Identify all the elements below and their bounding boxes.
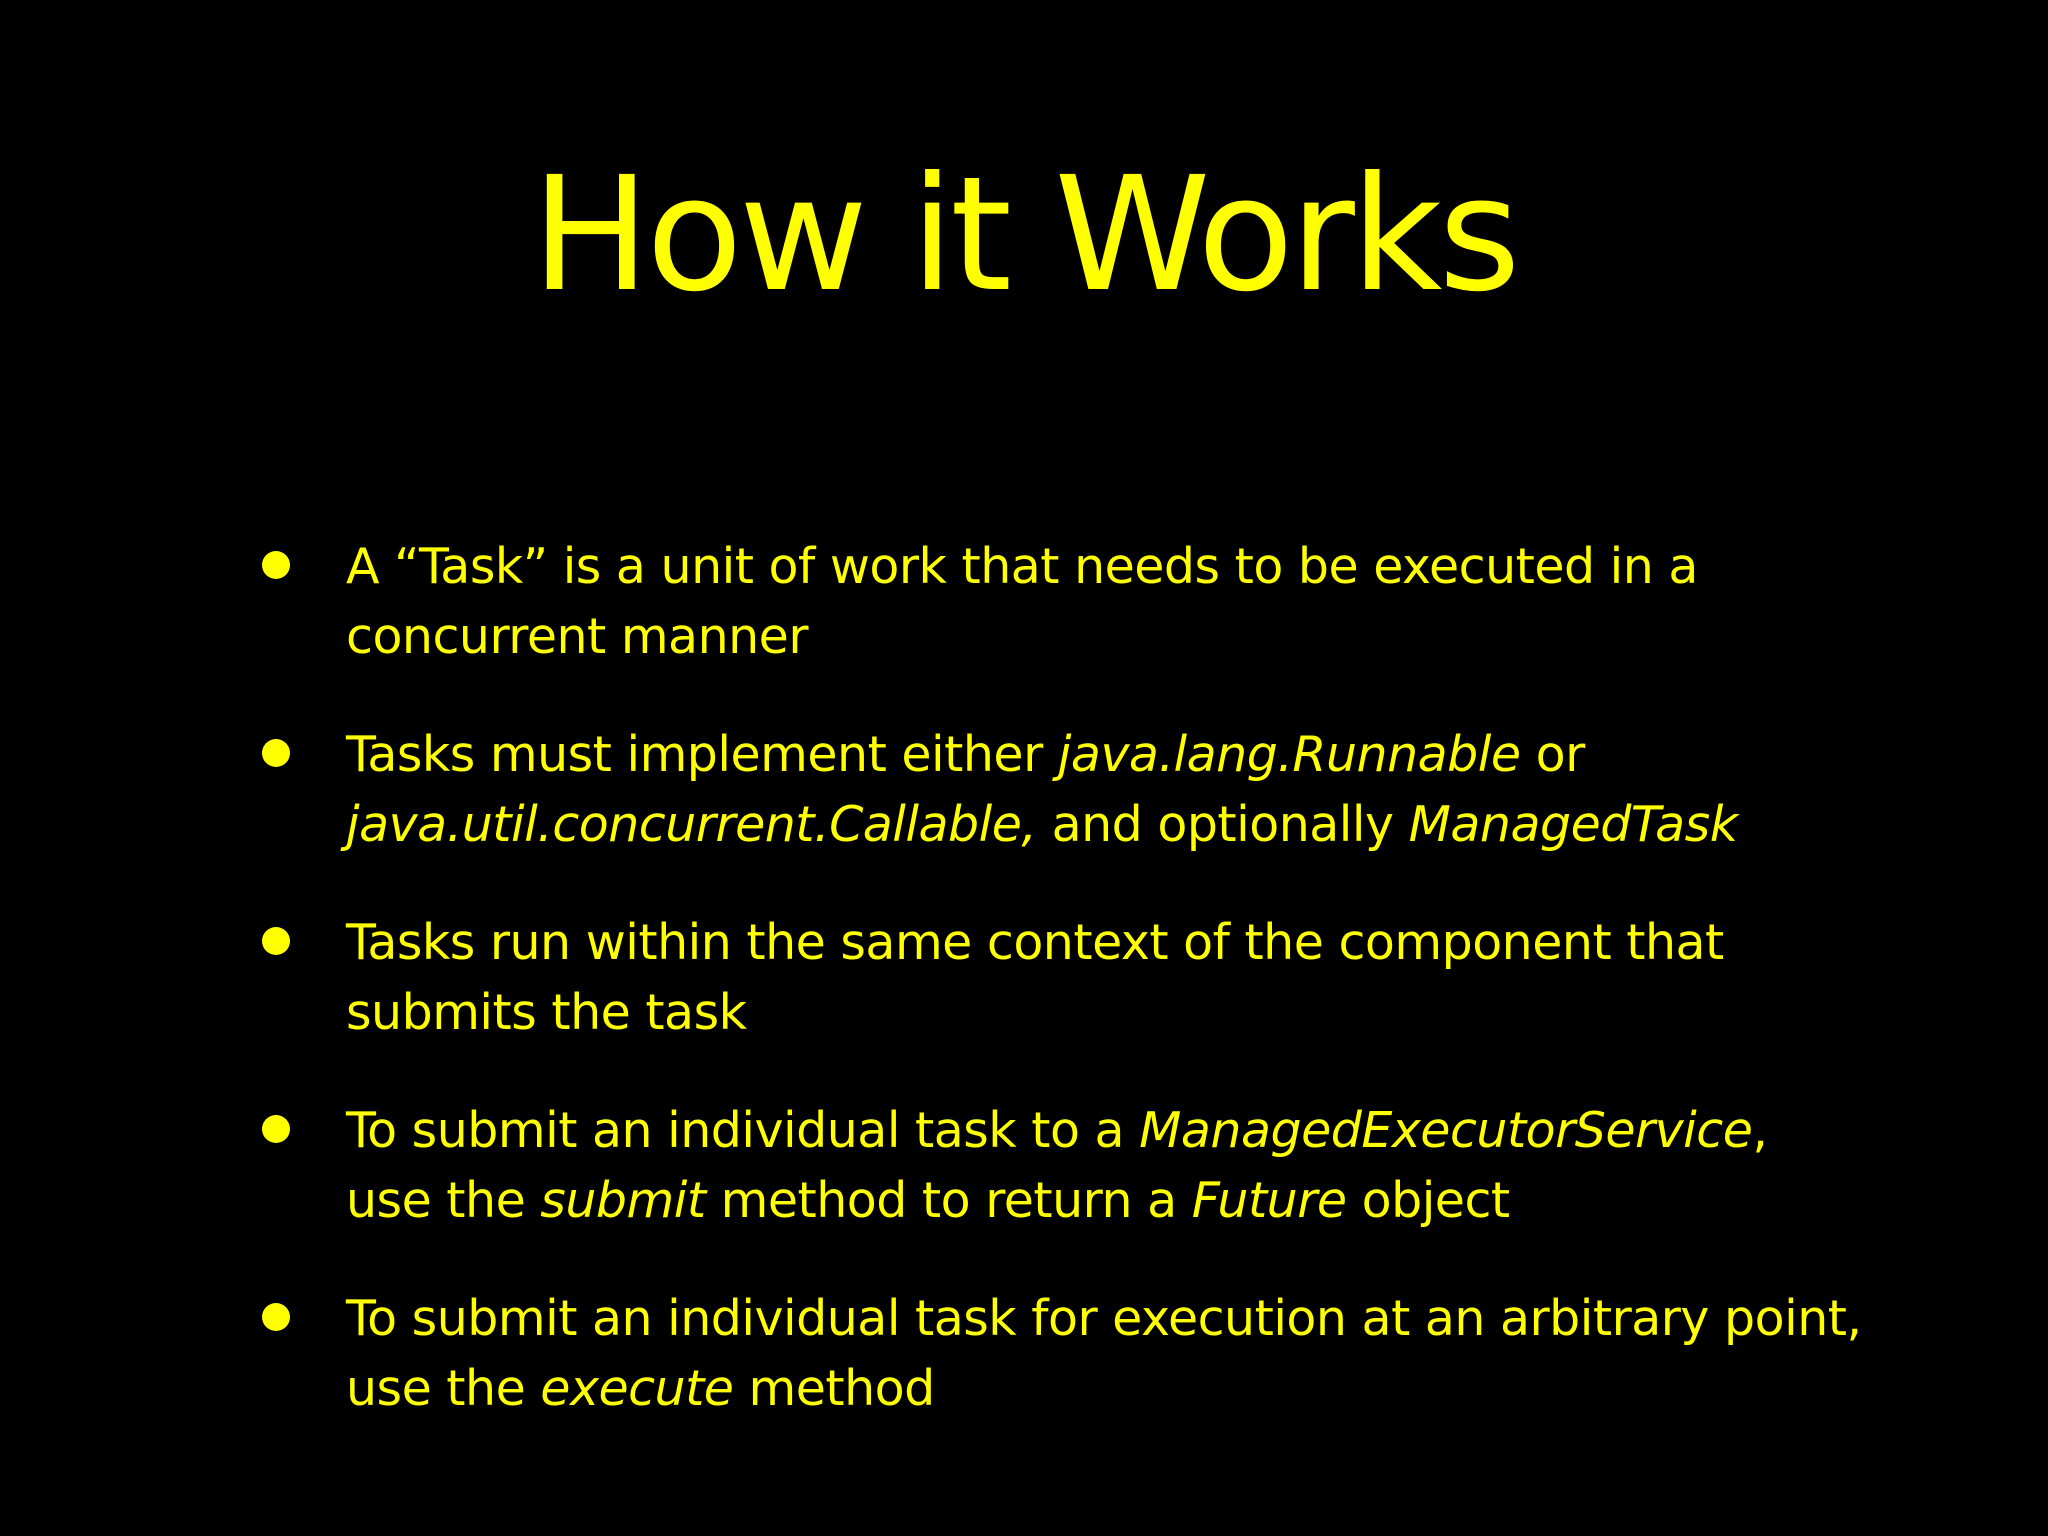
bullet-segment: object [1346,1172,1510,1229]
bullet-segment: and optionally [1036,796,1409,853]
bullet-segment: To submit an individual task for execution at an arbitrary point, use the [346,1290,1862,1417]
bullet-segment-italic: java.lang.Runnable [1057,726,1521,783]
bullet-dot-icon [262,739,290,767]
bullet-dot-icon [262,1303,290,1331]
bullet-segment: method [733,1360,935,1417]
bullet-segment-italic: execute [540,1360,734,1417]
bullet-item [346,1284,1866,1424]
bullet-segment-italic: java.util.concurrent.Callable, [346,796,1037,853]
bullet-segment: Tasks run within the same context of the component that submits the task [346,914,1724,1041]
bullet-text [346,538,1698,665]
bullet-dot-icon [262,551,290,579]
bullet-text [346,1102,1767,1229]
bullet-segment: Tasks must implement either [346,726,1058,783]
bullet-segment: method to return a [705,1172,1192,1229]
bullet-item [346,720,1866,860]
bullet-segment: To submit an individual task to a [346,1102,1140,1159]
bullet-segment: or [1520,726,1585,783]
bullet-text [346,1290,1862,1417]
bullet-dot-icon [262,927,290,955]
bullet-text [346,726,1738,853]
bullet-item [346,1096,1866,1236]
bullet-item [346,532,1866,672]
bullet-segment-italic: ManagedTask [1408,796,1738,853]
bullet-item [346,908,1866,1048]
bullet-list [346,532,1866,1472]
bullet-segment: A “Task” is a unit of work that needs to be executed in a concurrent manner [346,538,1698,665]
slide-title: How it Works [531,143,1517,327]
bullet-dot-icon [262,1115,290,1143]
bullet-segment-italic: submit [540,1172,706,1229]
bullet-segment: , use the [346,1102,1768,1229]
bullet-segment-italic: ManagedExecutorService [1139,1102,1753,1159]
bullet-segment-italic: Future [1191,1172,1347,1229]
bullet-text [346,914,1724,1041]
